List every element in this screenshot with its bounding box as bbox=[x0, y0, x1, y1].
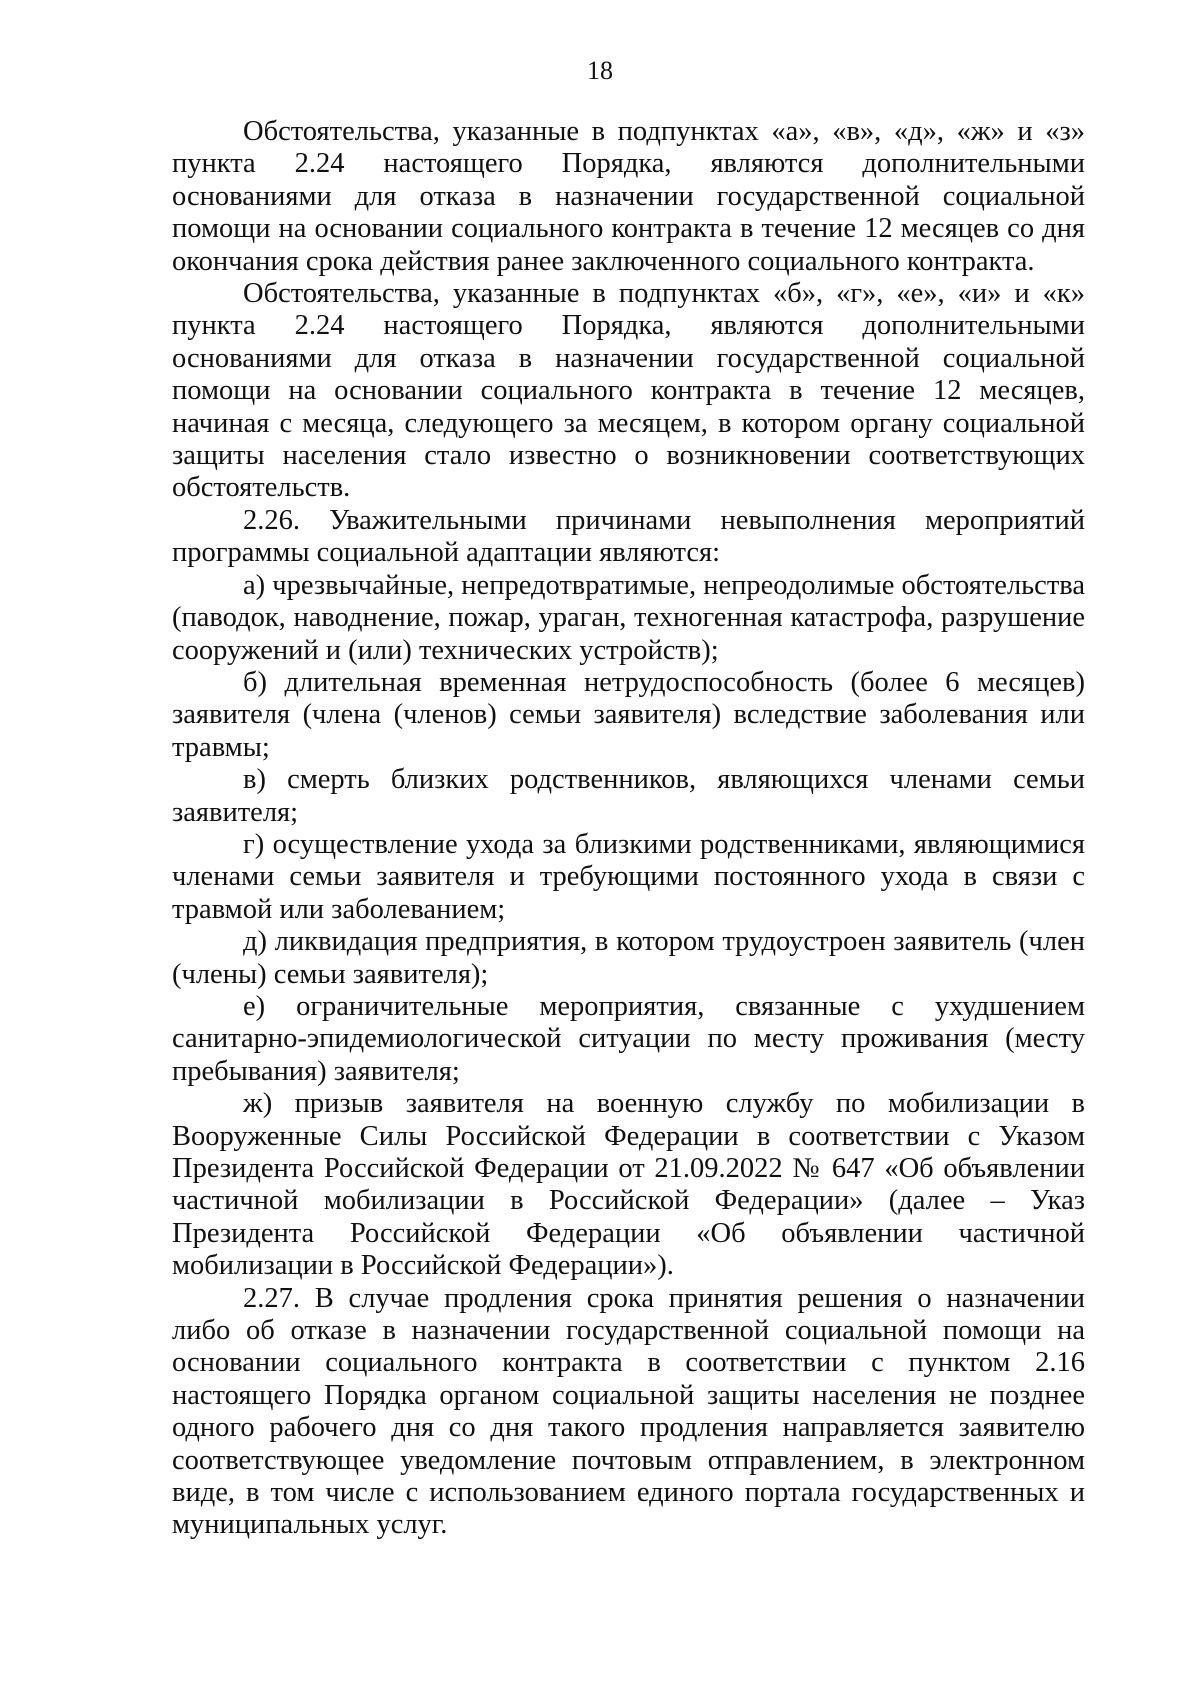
paragraph-2-27: 2.27. В случае продления срока принятия решения о назначении либо об отказе в назначении государственной социальной помощи на основании социального контракта в соответствии с пунктом 2.16 настоящего Порядка органом социальной защиты населения не позднее одного рабочего дня со дня такого продления направляется заявителю соответствующее уведомление почтовым отправлением, в электронном виде, в том числе с использованием единого портала государственных и муниципальных услуг. bbox=[172, 1282, 1085, 1541]
paragraph-circumstances-b-g-e-i-k: Обстоятельства, указанные в подпунктах «б», «г», «е», «и» и «к» пункта 2.24 настоящего Порядка, являются дополнительными основаниями для отказа в назначении государственной социальной помощи на основании социального контракта в течение 12 месяцев, начиная с месяца, следующего за месяцем, в котором органу социальной защиты населения стало известно о возникновении соответствующих обстоятельств. bbox=[172, 278, 1085, 504]
document-body bbox=[172, 116, 1085, 1542]
page-number: 18 bbox=[587, 56, 613, 85]
paragraph-circumstances-a-v-d-zh-z: Обстоятельства, указанные в подпунктах «а», «в», «д», «ж» и «з» пункта 2.24 настоящего Порядка, являются дополнительными основаниями для отказа в назначении государственной социальной помощи на основании социального контракта в течение 12 месяцев со дня окончания срока действия ранее заключенного социального контракта. bbox=[172, 116, 1085, 277]
list-item-a: а) чрезвычайные, непредотвратимые, непреодолимые обстоятельства (паводок, наводнение, пожар, ураган, техногенная катастрофа, разрушение сооружений и (или) технических устройств); bbox=[172, 569, 1085, 666]
list-item-d: д) ликвидация предприятия, в котором трудоустроен заявитель (член (члены) семьи заявителя); bbox=[172, 926, 1085, 990]
list-item-e: е) ограничительные мероприятия, связанные с ухудшением санитарно-эпидемиологической ситуации по месту проживания (месту пребывания) заявителя; bbox=[172, 990, 1085, 1087]
list-item-zh: ж) призыв заявителя на военную службу по мобилизации в Вооруженные Силы Российской Федерации в соответствии с Указом Президента Российской Федерации от 21.09.2022 № 647 «Об объявлении частичной мобилизации в Российской Федерации» (далее – Указ Президента Российской Федерации «Об объявлении частичной мобилизации в Российской Федерации»). bbox=[172, 1088, 1085, 1282]
list-item-v: в) смерть близких родственников, являющихся членами семьи заявителя; bbox=[172, 764, 1085, 828]
list-item-b: б) длительная временная нетрудоспособность (более 6 месяцев) заявителя (члена (членов) семьи заявителя) вследствие заболевания или травмы; bbox=[172, 666, 1085, 763]
list-item-g: г) осуществление ухода за близкими родственниками, являющимися членами семьи заявителя и требующими постоянного ухода в связи с травмой или заболеванием; bbox=[172, 828, 1085, 925]
paragraph-2-26-heading: 2.26. Уважительными причинами невыполнения мероприятий программы социальной адаптации являются: bbox=[172, 504, 1085, 569]
